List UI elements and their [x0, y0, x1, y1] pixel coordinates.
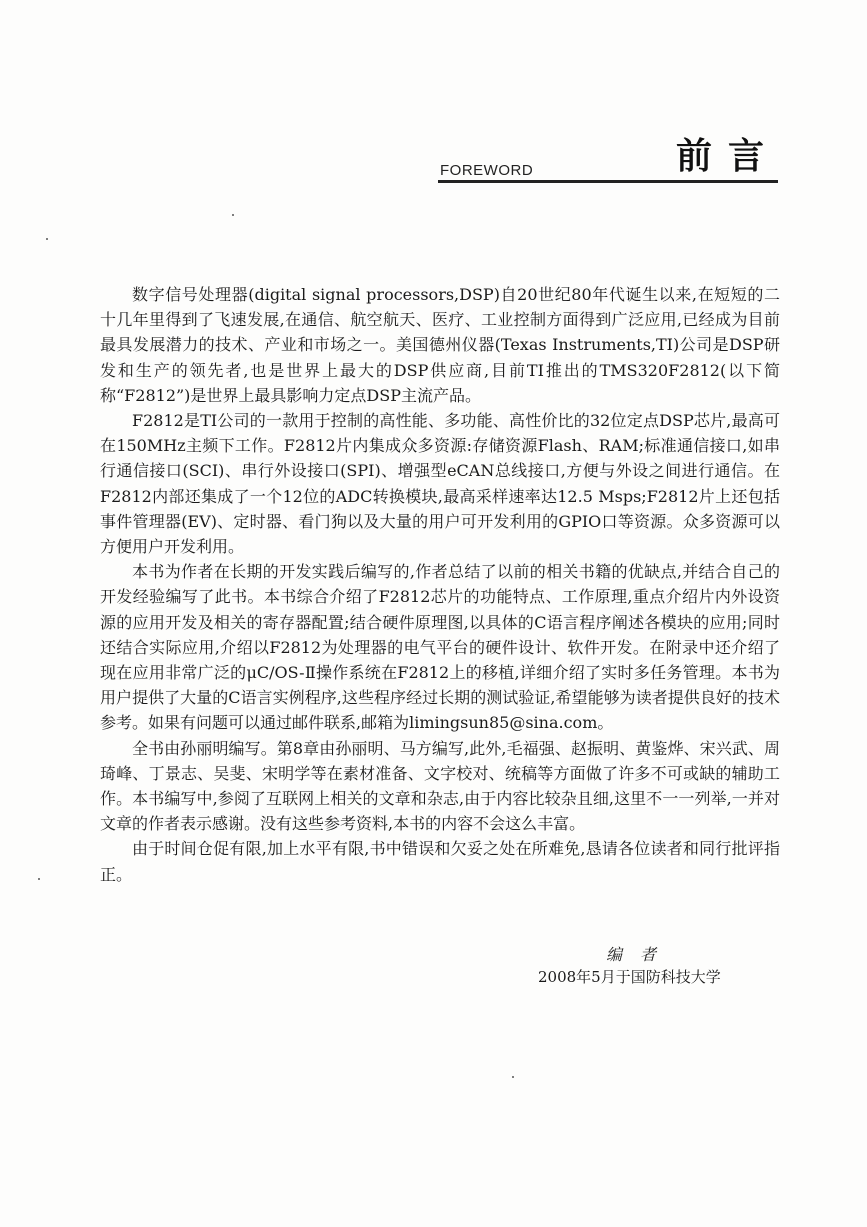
paragraph-f2812-overview: F2812是TI公司的一款用于控制的高性能、多功能、高性价比的32位定点DSP芯片,最高可在150MHz主频下工作。F2812片内集成众多资源:存储资源Flash、RAM;标准通信接口,如串行通信接口(SCI)、串行外设接口(SPI)、增强型eCAN总线接口,方便与外设之间进行通信。在F2812内部还集成了一个12位的ADC转换模块,最高采样速率达12.5 Msps;F2812片上还包括事件管理器(EV)、定时器、看门狗以及大量的用户可开发利用的GPIO口等资源。众多资源可以方便用户开发利用。 [100, 411, 780, 557]
page-title: 前言 [675, 136, 780, 177]
scan-speck [512, 1076, 514, 1078]
paragraph-acknowledgements: 全书由孙丽明编写。第8章由孙丽明、马方编写,此外,毛福强、赵振明、黄鉴烨、宋兴武、周琦峰、丁景志、吴斐、宋明学等在素材准备、文字校对、统稿等方面做了许多不可或缺的辅助工作。本书编写中,参阅了互联网上相关的文章和杂志,由于内容比较杂且细,这里不一一列举,一并对文章的作者表示感谢。没有这些参考资料,本书的内容不会这么丰富。 [100, 738, 780, 834]
foreword-body [100, 282, 780, 887]
foreword-label: FOREWORD [440, 162, 534, 179]
paragraph-book-content: 本书为作者在长期的开发实践后编写的,作者总结了以前的相关书籍的优缺点,并结合自己的开发经验编写了此书。本书综合介绍了F2812芯片的功能特点、工作原理,重点介绍片内外设资源的应用开发及相关的寄存器配置;结合硬件原理图,以具体的C语言程序阐述各模块的应用;同时还结合实际应用,介绍以F2812为处理器的电气平台的硬件设计、软件开发。在附录中还介绍了现在应用非常广泛的μC/OS-Ⅱ操作系统在F2812上的移植,详细介绍了实时多任务管理。本书为用户提供了大量的C语言实例程序,这些程序经过长期的测试验证,希望能够为读者提供良好的技术参考。如果有问题可以通过邮件联系,邮箱为limingsun85@sina.com。 [100, 562, 780, 733]
page-header [438, 128, 790, 184]
scan-speck [46, 238, 48, 240]
header-rule [438, 180, 778, 183]
scan-speck [232, 214, 234, 216]
date-place: 2008年5月于国防科技大学 [538, 968, 721, 986]
paragraph-closing: 由于时间仓促有限,加上水平有限,书中错误和欠妥之处在所难免,恳请各位读者和同行批评指正。 [100, 839, 780, 884]
paragraph-intro: 数字信号处理器(digital signal processors,DSP)自20世纪80年代诞生以来,在短短的二十几年里得到了飞速发展,在通信、航空航天、医疗、工业控制方面得到广泛应用,已经成为目前最具发展潜力的技术、产业和市场之一。美国德州仪器(Texas Instruments,TI)公司是DSP研发和生产的领先者,也是世界上最大的DSP供应商,目前TI推出的TMS320F2812(以下简称“F2812”)是世界上最具影响力定点DSP主流产品。 [100, 285, 780, 405]
author-signature: 编者 [606, 945, 675, 964]
scan-speck [38, 878, 40, 880]
